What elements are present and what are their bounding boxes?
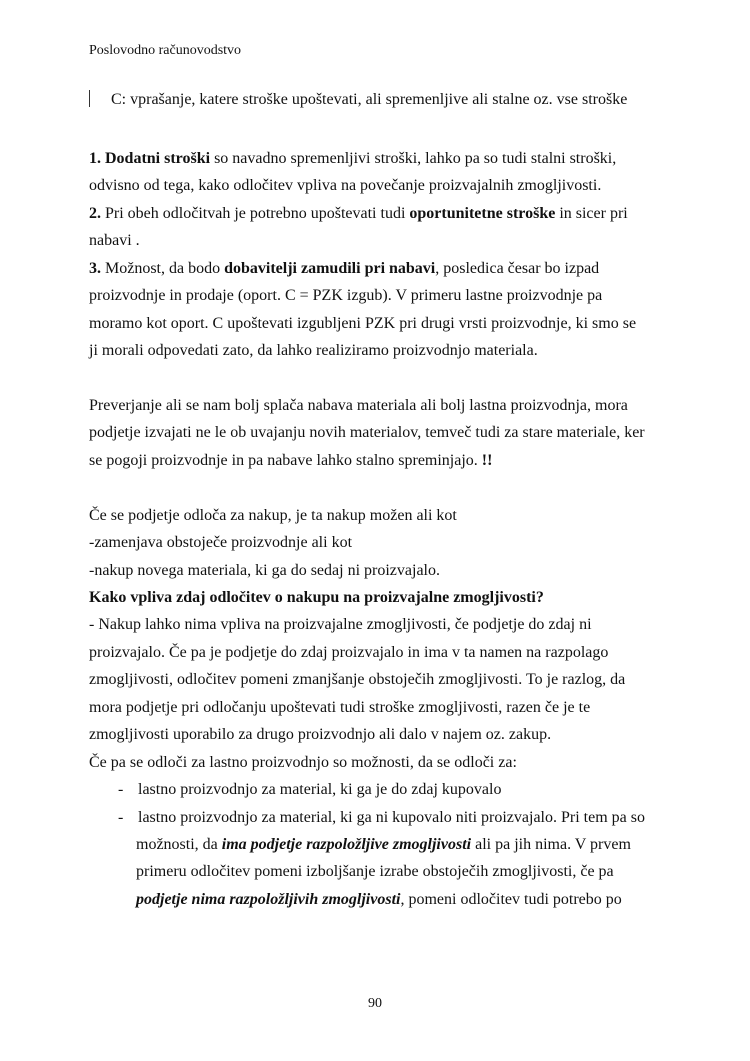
text-segment: - Nakup lahko nima vpliva na proizvajalne zmogljivosti, če podjetje do zdaj ni [89, 616, 592, 634]
text-segment: zmogljivosti, odločitev pomeni zmanjšanje obstoječih zmogljivosti. To je razlog, da [89, 671, 626, 689]
text-line [89, 557, 689, 584]
text-segment: , posledica česar bo izpad [435, 259, 600, 277]
text-segment: proizvodnje in prodaje (oport. C = PZK izgub). V primeru lastne proizvodnje pa [89, 287, 603, 305]
text-segment: Možnost, da bodo [101, 259, 225, 277]
text-line [89, 611, 689, 638]
margin-note-line [89, 90, 627, 109]
text-segment: možnosti, da [136, 835, 222, 853]
text-segment: ji morali odpovedati zato, da lahko realiziramo proizvodnjo materiala. [89, 342, 538, 360]
text-segment: so navadno spremenljivi stroški, lahko pa so tudi stalni stroški, [210, 150, 617, 167]
text-line [89, 310, 689, 337]
text-segment: moramo kot oport. C upoštevati izgubljeni PZK pri drugi vrsti proizvodnje, ki smo se [89, 314, 637, 332]
text-segment: lastno proizvodnjo za material, ki ga je do zdaj kupovalo [138, 781, 502, 799]
text-segment: in sicer pri [555, 204, 628, 222]
text-line [89, 255, 689, 282]
text-line [89, 172, 689, 199]
emphasized-text: podjetje nima razpoložljivih zmogljivosti [136, 890, 401, 908]
text-line [89, 200, 689, 227]
text-segment: -nakup novega materiala, ki ga do sedaj ni proizvajalo. [89, 561, 440, 579]
bullet-dash: - [118, 808, 124, 826]
text-segment: se pogoji proizvodnje in pa nabave lahko stalno spreminjajo. [89, 451, 482, 469]
emphasized-text: Kako vpliva zdaj odločitev o nakupu na proizvajalne zmogljivosti? [89, 589, 544, 606]
emphasized-text: !! [481, 451, 493, 469]
text-line [89, 337, 689, 364]
blank-line [89, 474, 689, 501]
emphasized-text: ima podjetje razpoložljive zmogljivosti [221, 835, 472, 853]
text-line [89, 639, 689, 666]
text-line [89, 392, 689, 419]
text-segment: ali pa jih nima. V prvem [471, 835, 631, 853]
text-segment: podjetje izvajati ne le ob uvajanju novih materialov, temveč tudi za stare materiale, ker [89, 424, 645, 442]
text-segment: Pri obeh odločitvah je potrebno upoštevati tudi [101, 204, 410, 222]
text-line [89, 749, 689, 776]
running-header: Poslovodno računovodstvo [89, 43, 242, 58]
bullet-dash: - [118, 781, 124, 799]
text-line [89, 145, 689, 172]
text-line [89, 227, 689, 254]
page-number: 90 [368, 996, 382, 1011]
text-segment: Če se podjetje odloča za nakup, je ta nakup možen ali kot [89, 506, 457, 524]
text-line [89, 666, 689, 693]
text-line [89, 886, 689, 913]
change-bar [89, 90, 90, 107]
text-line [89, 831, 689, 858]
text-line [89, 694, 689, 721]
emphasized-text: 2. [89, 204, 101, 222]
text-segment: mora podjetje pri odločanju upoštevati tudi stroške zmogljivosti, razen če je te [89, 698, 591, 716]
text-line [89, 858, 689, 885]
text-line [89, 721, 689, 748]
text-segment: nabavi . [89, 232, 140, 250]
text-line [89, 529, 689, 556]
text-line [89, 282, 689, 309]
text-segment: Preverjanje ali se nam bolj splača nabava materiala ali bolj lastna proizvodnja, mora [89, 396, 628, 414]
text-segment: , pomeni odločitev tudi potrebo po [400, 890, 622, 908]
text-segment: Če pa se odloči za lastno proizvodnjo so možnosti, da se odloči za: [89, 753, 517, 771]
text-segment: proizvajalo. Če pa je podjetje do zdaj proizvajalo in ima v ta namen na razpolago [89, 643, 609, 661]
text-line [89, 447, 689, 474]
emphasized-text: 1. Dodatni stroški [89, 150, 211, 167]
emphasized-text: 3. [89, 259, 101, 277]
list-item [89, 776, 689, 803]
text-line [89, 584, 689, 611]
text-segment: odvisno od tega, kako odločitev vpliva na povečanje proizvajalnih zmogljivosti. [89, 177, 602, 195]
list-item [89, 804, 689, 831]
text-segment: zmogljivosti uporabilo za drugo proizvodnjo ali dalo v najem oz. zakup. [89, 726, 552, 744]
text-line [89, 419, 689, 446]
text-segment: primeru odločitev pomeni izboljšanje izrabe obstoječih zmogljivosti, če pa [136, 863, 614, 881]
emphasized-text: dobavitelji zamudili pri nabavi [224, 259, 436, 277]
text-segment: -zamenjava obstoječe proizvodnje ali kot [89, 534, 353, 552]
c-question-text: C: vprašanje, katere stroške upoštevati, ali spremenljive ali stalne oz. vse stroške [111, 91, 628, 108]
emphasized-text: oportunitetne stroške [409, 204, 556, 222]
document-body [89, 145, 689, 913]
text-segment: lastno proizvodnjo za material, ki ga ni kupovalo niti proizvajalo. Pri tem pa so [138, 808, 645, 826]
blank-line [89, 365, 689, 392]
text-line [89, 502, 689, 529]
